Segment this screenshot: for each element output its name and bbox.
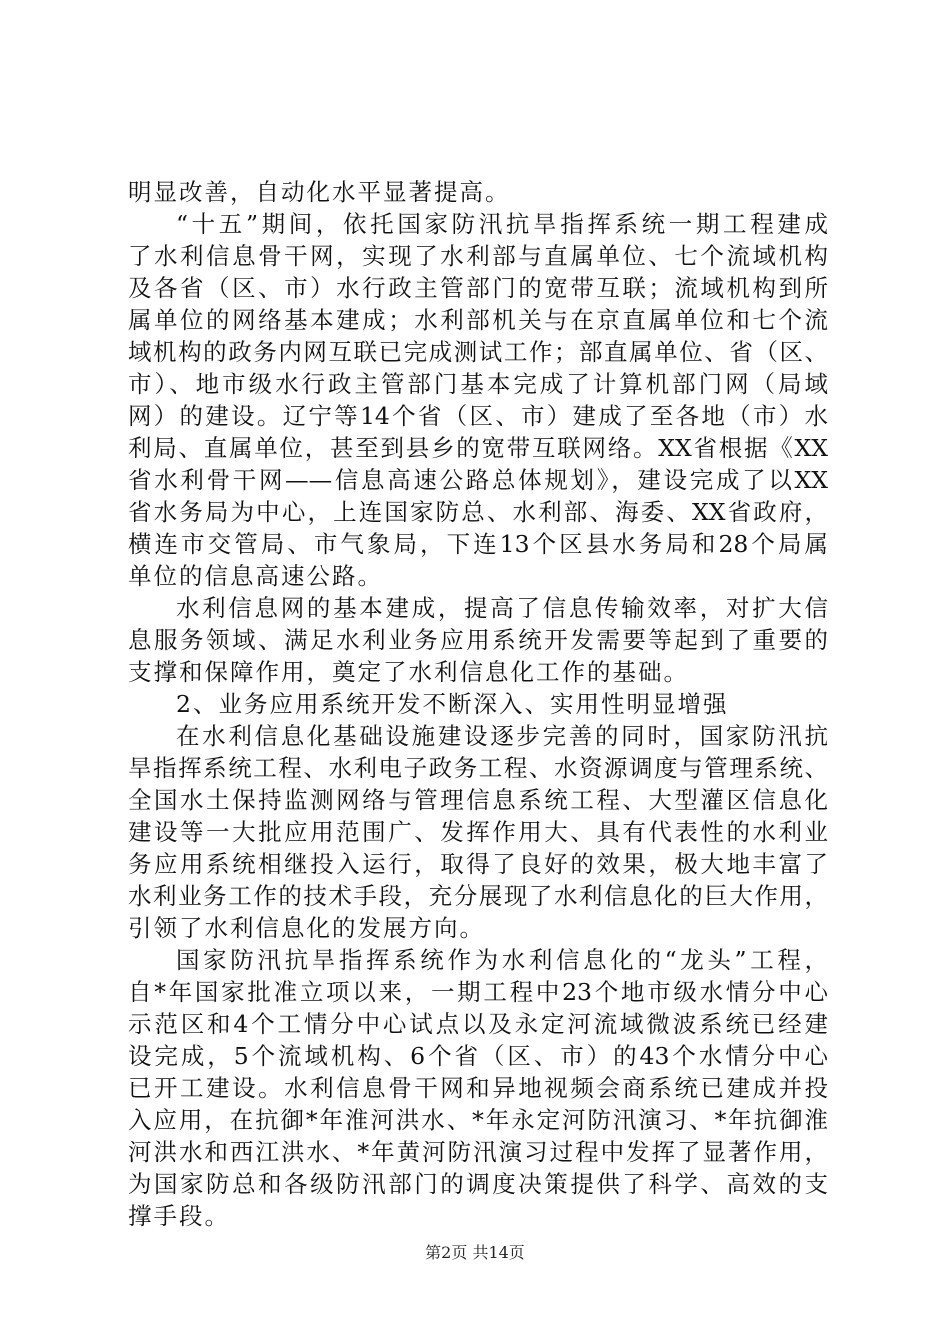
text-line: 已开工建设。水利信息骨干网和异地视频会商系统已建成并投: [128, 1074, 828, 1102]
text-line: 自*年国家批准立项以来，一期工程中23个地市级水情分中心: [128, 978, 828, 1006]
text-line: 在水利信息化基础设施建设逐步完善的同时，国家防汛抗: [176, 722, 828, 750]
text-line: 示范区和4个工情分中心试点以及永定河流域微波系统已经建: [128, 1010, 828, 1038]
text-line: 属单位的网络基本建成；水利部机关与在京直属单位和七个流: [128, 306, 828, 334]
text-line: 水利业务工作的技术手段，充分展现了水利信息化的巨大作用，: [128, 882, 828, 910]
text-line: 为国家防总和各级防汛部门的调度决策提供了科学、高效的支: [128, 1170, 828, 1198]
text-line: 域机构的政务内网互联已完成测试工作；部直属单位、省（区、: [128, 338, 828, 366]
text-line: 水利信息网的基本建成，提高了信息传输效率，对扩大信: [176, 594, 828, 622]
text-line: 支撑和保障作用，奠定了水利信息化工作的基础。: [128, 658, 689, 686]
text-line: 明显改善，自动化水平显著提高。: [128, 178, 511, 206]
page-number-footer: 第2页 共14页: [425, 1243, 525, 1262]
text-line: 引领了水利信息化的发展方向。: [128, 914, 485, 942]
text-line: 息服务领域、满足水利业务应用系统开发需要等起到了重要的: [128, 626, 828, 654]
text-line: 省水务局为中心，上连国家防总、水利部、海委、XX省政府，: [128, 498, 828, 526]
text-line: “十五”期间，依托国家防汛抗旱指挥系统一期工程建成: [176, 210, 828, 238]
text-line: 旱指挥系统工程、水利电子政务工程、水资源调度与管理系统、: [128, 754, 828, 782]
text-line: 设完成，5个流域机构、6个省（区、市）的43个水情分中心: [128, 1042, 828, 1070]
section-heading: 2、业务应用系统开发不断深入、实用性明显增强: [176, 690, 729, 718]
text-line: 市）、地市级水行政主管部门基本完成了计算机部门网（局域: [128, 370, 828, 398]
text-line: 横连市交管局、市气象局，下连13个区县水务局和28个局属: [128, 530, 828, 558]
text-line: 网）的建设。辽宁等14个省（区、市）建成了至各地（市）水: [128, 402, 828, 430]
text-line: 入应用，在抗御*年淮河洪水、*年永定河防汛演习、*年抗御淮: [128, 1106, 828, 1134]
text-line: 了水利信息骨干网，实现了水利部与直属单位、七个流域机构: [128, 242, 828, 270]
text-line: 利局、直属单位，甚至到县乡的宽带互联网络。XX省根据《XX: [128, 434, 828, 462]
text-line: 建设等一大批应用范围广、发挥作用大、具有代表性的水利业: [128, 818, 828, 846]
text-line: 务应用系统相继投入运行，取得了良好的效果，极大地丰富了: [128, 850, 828, 878]
text-line: 及各省（区、市）水行政主管部门的宽带互联；流域机构到所: [128, 274, 828, 302]
text-line: 国家防汛抗旱指挥系统作为水利信息化的“龙头”工程，: [176, 946, 828, 974]
text-line: 河洪水和西江洪水、*年黄河防汛演习过程中发挥了显著作用，: [128, 1138, 828, 1166]
text-line: 全国水土保持监测网络与管理信息系统工程、大型灌区信息化: [128, 786, 828, 814]
text-line: 单位的信息高速公路。: [128, 562, 383, 590]
text-line: 撑手段。: [128, 1202, 230, 1230]
text-line: 省水利骨干网——信息高速公路总体规划》，建设完成了以XX: [128, 466, 828, 494]
